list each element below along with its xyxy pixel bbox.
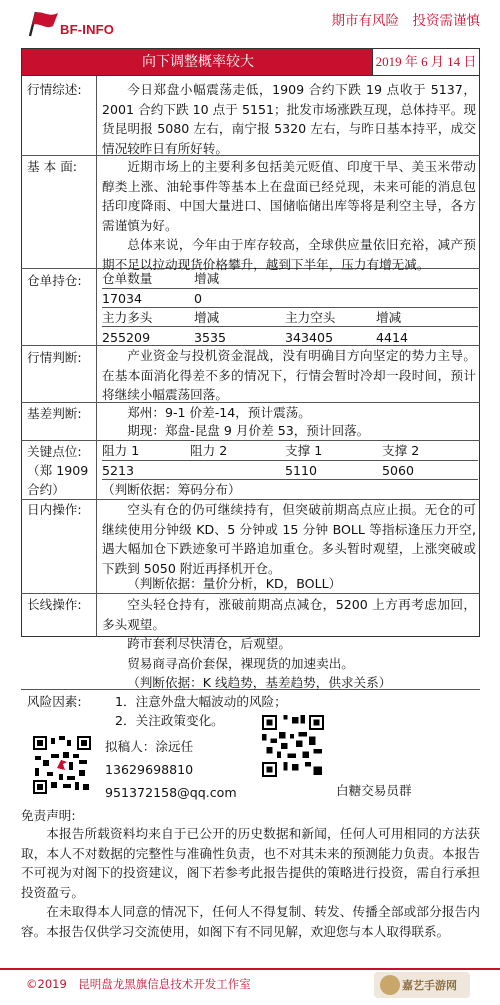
header bbox=[0, 0, 500, 48]
table-header-cell: 增减 bbox=[376, 310, 402, 325]
longline-paragraph-3: 贸易商寻高价套保，裸现货的加速卖出。 bbox=[127, 655, 354, 671]
risk-item-1: 1．注意外盘大幅波动的风险； bbox=[115, 694, 287, 709]
author-email[interactable]: 951372158@qq.com bbox=[105, 785, 237, 800]
keypoints-contract: （郑 1909 bbox=[27, 463, 89, 478]
watermark-text: 嘉艺手游网 bbox=[402, 979, 457, 992]
author-phone: 13629698810 bbox=[105, 762, 194, 777]
fundamentals-label: 基 本 面: bbox=[27, 159, 78, 174]
watermark-badge bbox=[374, 972, 470, 998]
market-text: 今日郑盘小幅震荡走低，1909 合约下跌 19 点收于 5137，2001 合约下跌 10 点于 5151；批发市场涨跌互现，总体持平。现货昆明报 5080 左右，南宁报 5320 左右，与昨日基本持平，成交情况较昨日有所好转。 bbox=[102, 82, 476, 156]
table-header-cell: 主力空头 bbox=[285, 310, 336, 325]
table-row bbox=[102, 328, 478, 348]
keypoints-note: （判断依据：筹码分布） bbox=[102, 482, 241, 497]
longline-text bbox=[102, 595, 476, 693]
flag-logo-icon bbox=[26, 10, 62, 38]
author-qr-code-icon bbox=[33, 736, 91, 794]
fundamentals-text bbox=[102, 157, 476, 274]
table-cell: 343405 bbox=[285, 329, 334, 345]
longline-label: 长线操作: bbox=[27, 597, 82, 612]
warehouse-table bbox=[102, 269, 478, 347]
table-cell: 3535 bbox=[194, 329, 227, 345]
group-qr-code-icon bbox=[262, 715, 324, 777]
report-title: 向下调整概率较大 bbox=[142, 54, 254, 70]
table-cell: 5213 bbox=[102, 462, 135, 478]
warehouse-label: 仓单持仓: bbox=[27, 273, 82, 288]
keypoints-table bbox=[102, 441, 478, 500]
table-cell: 255209 bbox=[102, 329, 151, 345]
table-header-cell: 阻力 2 bbox=[190, 443, 228, 458]
keypoints-contract-end: 合约） bbox=[27, 482, 65, 497]
keypoints-label: 关键点位: bbox=[27, 444, 82, 459]
basis-zhengzhou: 郑州：9-1 价差-14，预计震荡。 bbox=[127, 405, 311, 420]
fundamentals-paragraph-1: 近期市场上的主要利多包括美元贬值、印度干旱、美玉米带动醇类上涨、油轮事件等基本上在盘面已经兑现，未来可能的消息包括印度降雨、中国大量进口、国储临储出库等将是利空主导，各方需谨慎为好。 bbox=[102, 159, 476, 233]
group-name: 白糖交易员群 bbox=[336, 783, 412, 798]
table-cell: 5110 bbox=[285, 462, 318, 478]
table-cell: 17034 bbox=[102, 290, 143, 306]
longline-note: （判断依据：K 线趋势，基差趋势，供求关系） bbox=[127, 675, 392, 690]
longline-paragraph-2: 跨市套利尽快清仓，后观望。 bbox=[127, 636, 291, 651]
report-date: 2019 年 6 月 14 日 bbox=[372, 49, 479, 75]
watermark-logo-icon bbox=[380, 975, 400, 995]
disclaimer-paragraph-1: 本报告所载资料均来自于已公开的历史数据和新闻，任何人可用相同的方法获取，本人不对数据的完整性与准确性负责，也不对其未来的预测能力负责。本报告不可视为对阁下的投资建议，阁下若参考此报告提供的策略进行投资，需自行承担投资盈亏。 bbox=[21, 826, 480, 900]
table-cell: 5060 bbox=[382, 462, 415, 478]
table-row bbox=[102, 461, 478, 481]
judgment-label: 行情判断: bbox=[27, 350, 82, 365]
risk-item-2: 2．关注政策变化。 bbox=[115, 713, 224, 728]
basis-futures-spot: 期现：郑盘-昆盘 9 月价差 53，预计回落。 bbox=[127, 423, 370, 438]
table-header-cell: 支撑 1 bbox=[285, 443, 323, 458]
footer-copyright: ©2019 昆明盘龙黑旗信息技术开发工作室 bbox=[26, 977, 251, 991]
table-header-cell: 增减 bbox=[194, 271, 220, 286]
market-label: 行情综述: bbox=[27, 82, 82, 97]
intraday-note: （判断依据：量价分析，KD，BOLL） bbox=[127, 576, 342, 591]
risk-slogan: 期市有风险 投资需谨慎 bbox=[331, 13, 480, 29]
logo-text: BF-INFO bbox=[60, 22, 115, 37]
table-row bbox=[102, 308, 478, 328]
author-name: 拟稿人：涂远任 bbox=[105, 739, 194, 754]
longline-paragraph-1: 空头轻仓持有，涨破前期高点减仓，5200 上方再考虑加回，多头观望。 bbox=[102, 597, 476, 632]
table-header-cell: 支撑 2 bbox=[382, 443, 420, 458]
table-row bbox=[102, 269, 478, 289]
logo bbox=[26, 8, 166, 40]
intraday-text: 空头有仓的仍可继续持有，但突破前期高点应止损。无仓的可继续使用分钟级 KD、5 分钟或 15 分钟 BOLL 等指标逢压力开空,遇大幅加仓下跌迹象可半路追加重仓。多头暂时观望，上涨突破或下跌到 5050 附近再择机开仓。 bbox=[102, 502, 476, 576]
title-bar bbox=[21, 48, 480, 76]
judgment-text: 产业资金与投机资金混战，没有明确目方向坚定的势力主导。在基本面消化得差不多的情况下，行情会暂时冷却一段时间，预计将继续小幅震荡回落。 bbox=[102, 348, 476, 402]
risk-label: 风险因素: bbox=[27, 694, 82, 709]
footer-divider bbox=[0, 968, 500, 970]
table-cell: 0 bbox=[194, 290, 203, 306]
disclaimer-paragraph-2: 在未取得本人同意的情况下，任何人不得复制、转发、传播全部或部分报告内容。本报告仅供学习交流使用，如阁下有不同见解，欢迎您与本人取得联系。 bbox=[21, 904, 480, 939]
table-row bbox=[102, 441, 478, 461]
table-header-cell: 仓单数量 bbox=[102, 271, 153, 286]
table-cell: 4414 bbox=[376, 329, 409, 345]
table-header-cell: 主力多头 bbox=[102, 310, 153, 325]
table-row bbox=[102, 480, 478, 500]
basis-label: 基差判断: bbox=[27, 406, 82, 421]
intraday-label: 日内操作: bbox=[27, 502, 82, 517]
disclaimer-heading: 免责声明: bbox=[21, 808, 76, 823]
table-header-cell: 阻力 1 bbox=[102, 443, 140, 458]
fundamentals-paragraph-2: 总体来说，今年由于库存较高，全球供应量依旧充裕，减产预期不足以拉动现货价格攀升，越到下半年，压力有增无减。 bbox=[102, 237, 476, 272]
table-row bbox=[102, 289, 478, 309]
table-header-cell: 增减 bbox=[194, 310, 220, 325]
